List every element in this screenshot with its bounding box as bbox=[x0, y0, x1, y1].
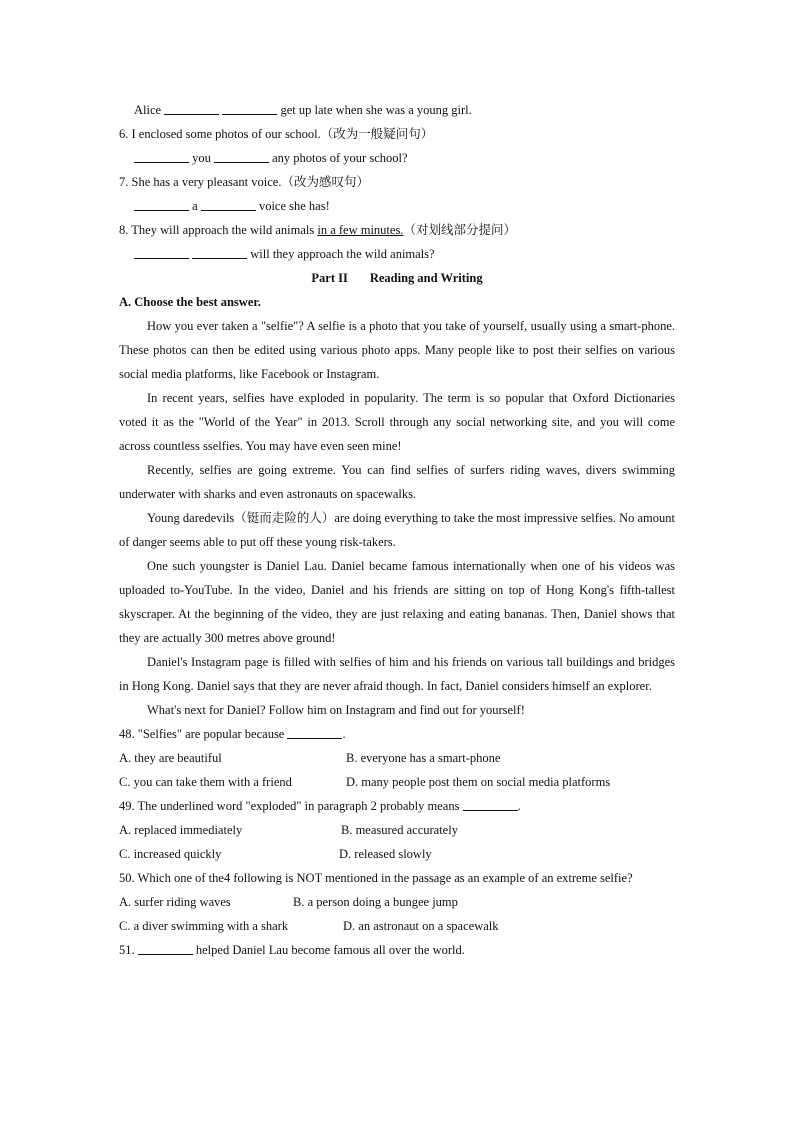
options-row bbox=[119, 914, 675, 938]
options-row bbox=[119, 818, 675, 842]
underlined-phrase: in a few minutes. bbox=[317, 223, 404, 237]
options-row bbox=[119, 890, 675, 914]
answer-blank[interactable] bbox=[134, 244, 189, 259]
answer-blank[interactable] bbox=[134, 148, 189, 163]
line-alice: Alice get up late when she was a young girl. bbox=[119, 98, 675, 122]
passage-paragraph: One such youngster is Daniel Lau. Daniel became famous internationally when one of his videos was uploaded to-YouTube. In the video, Daniel and his friends are sitting on top of Hong Kong's fifth-tallest skyscraper. At the beginning of the video, they are just relaxing and eating bananas. Then, Daniel shows that they are actually 300 metres above ground! bbox=[119, 559, 675, 645]
option-a[interactable]: A. replaced immediately bbox=[119, 823, 243, 837]
passage-paragraph: Daniel's Instagram page is filled with selfies of him and his friends on various tall buildings and bridges in Hong Kong. Daniel says that they are never afraid though. In fact, Daniel considers himself an explorer. bbox=[119, 655, 675, 693]
answer-blank[interactable] bbox=[201, 196, 256, 211]
answer-blank[interactable] bbox=[138, 940, 193, 955]
question-8: 8. They will approach the wild animals in a few minutes.（对划线部分提问） bbox=[119, 223, 516, 237]
answer-blank[interactable] bbox=[214, 148, 269, 163]
option-c[interactable]: C. increased quickly bbox=[119, 847, 222, 861]
question-6: 6. I enclosed some photos of our school.（改为一般疑问句） bbox=[119, 127, 434, 141]
options-row bbox=[119, 842, 675, 866]
option-b[interactable]: B. a person doing a bungee jump bbox=[293, 895, 458, 909]
option-a[interactable]: A. surfer riding waves bbox=[119, 895, 231, 909]
answer-blank[interactable] bbox=[164, 100, 219, 115]
answer-blank[interactable] bbox=[287, 724, 342, 739]
line-q8-answer: will they approach the wild animals? bbox=[119, 242, 675, 266]
line-q6-answer: you any photos of your school? bbox=[119, 146, 675, 170]
option-b[interactable]: B. everyone has a smart-phone bbox=[346, 751, 501, 765]
option-c[interactable]: C. a diver swimming with a shark bbox=[119, 919, 289, 933]
options-row bbox=[119, 746, 675, 770]
passage-paragraph: What's next for Daniel? Follow him on Instagram and find out for yourself! bbox=[147, 703, 525, 717]
options-row bbox=[119, 770, 675, 794]
option-b[interactable]: B. measured accurately bbox=[341, 823, 458, 837]
option-a[interactable]: A. they are beautiful bbox=[119, 751, 222, 765]
answer-blank[interactable] bbox=[134, 196, 189, 211]
question-49: 49. The underlined word "exploded" in paragraph 2 probably means . bbox=[119, 794, 675, 818]
passage-paragraph: Recently, selfies are going extreme. You can find selfies of surfers riding waves, divers swimming underwater with sharks and even astronauts on spacewalks. bbox=[119, 463, 675, 501]
section-title: A. Choose the best answer. bbox=[119, 295, 261, 309]
option-d[interactable]: D. released slowly bbox=[339, 847, 432, 861]
part-heading: Part II Reading and Writing bbox=[311, 271, 483, 285]
answer-blank[interactable] bbox=[192, 244, 247, 259]
question-7: 7. She has a very pleasant voice.（改为感叹句） bbox=[119, 175, 369, 189]
question-48: 48. "Selfies" are popular because . bbox=[119, 722, 675, 746]
answer-blank[interactable] bbox=[463, 796, 518, 811]
passage-paragraph: Young daredevils（铤而走险的人）are doing everything to take the most impressive selfies. No amount of danger seems able to put off these young risk-takers. bbox=[119, 511, 675, 549]
option-d[interactable]: D. many people post them on social media platforms bbox=[346, 775, 611, 789]
option-c[interactable]: C. you can take them with a friend bbox=[119, 775, 292, 789]
option-d[interactable]: D. an astronaut on a spacewalk bbox=[343, 919, 499, 933]
passage-paragraph: How you ever taken a "selfie"? A selfie is a photo that you take of yourself, usually using a smart-phone. These photos can then be edited using various photo apps. Many people like to post their selfies on various social media platforms, like Facebook or Instagram. bbox=[119, 319, 675, 381]
question-51: 51. helped Daniel Lau become famous all over the world. bbox=[119, 938, 675, 962]
passage-paragraph: In recent years, selfies have exploded in popularity. The term is so popular that Oxford Dictionaries voted it as the "World of the Year" in 2013. Scroll through any social networking site, and you will come across countless sselfies. You may have even seen mine! bbox=[119, 391, 675, 453]
question-50: 50. Which one of the4 following is NOT mentioned in the passage as an example of an extreme selfie? bbox=[119, 871, 633, 885]
answer-blank[interactable] bbox=[222, 100, 277, 115]
worksheet-page bbox=[119, 98, 675, 962]
line-q7-answer: a voice she has! bbox=[119, 194, 675, 218]
